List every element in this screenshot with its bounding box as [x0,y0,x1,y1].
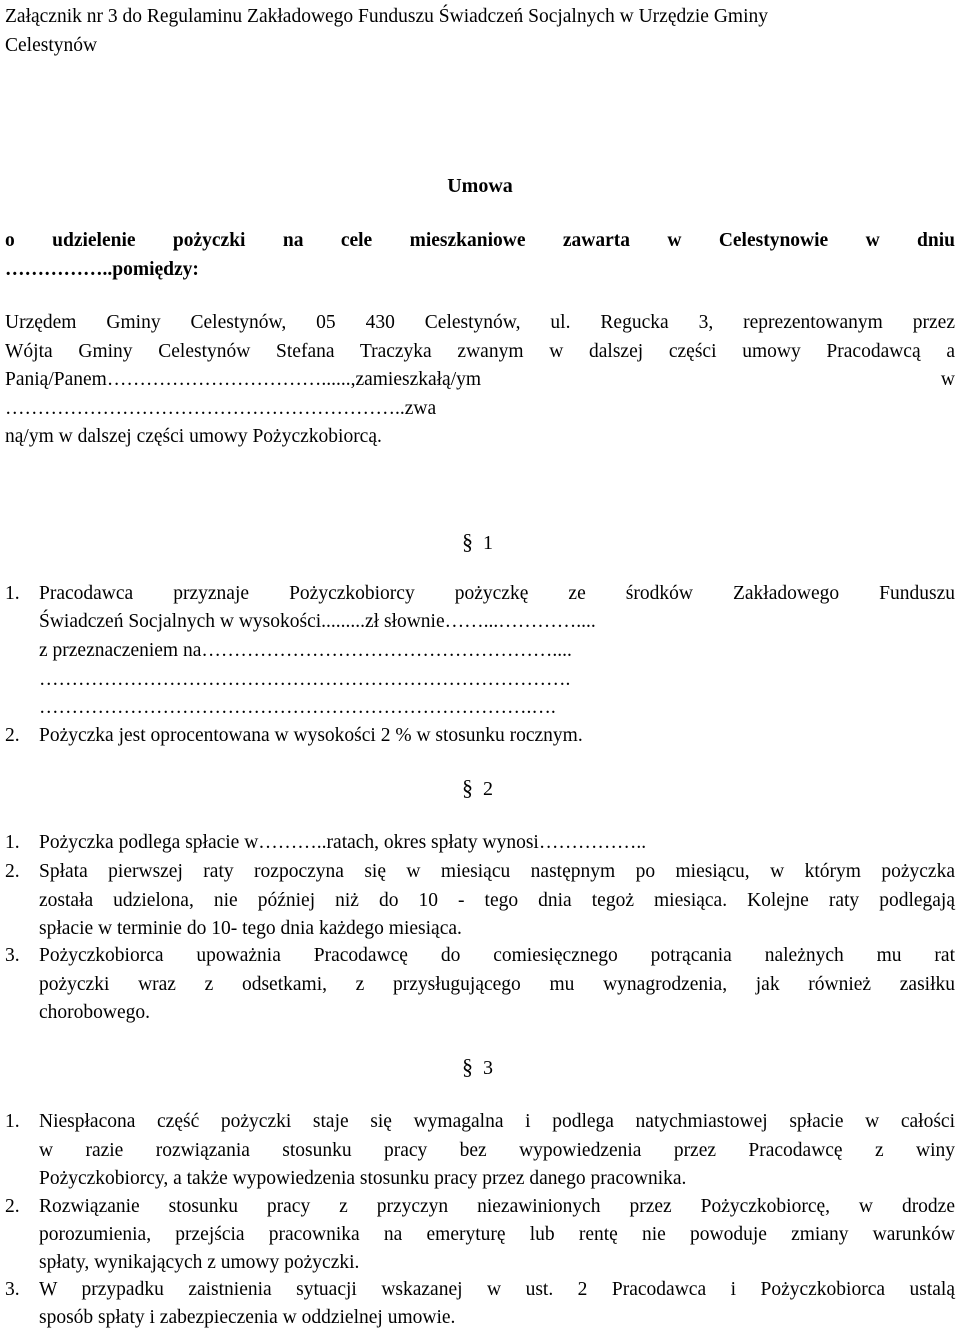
section-symbol: § [462,775,473,800]
section-number: 1 [483,532,493,554]
parties-line-1: Urzędem Gminy Celestynów, 05 430 Celestynów, ul. Regucka 3, reprezentowanym przez [5,312,955,333]
section-heading-2 [462,774,522,803]
section-number: 3 [483,1057,493,1079]
s2-item2-line3: spłacie w terminie do 10- tego dnia każdego miesiąca. [39,918,462,939]
parties-line-2: Wójta Gminy Celestynów Stefana Traczyka zwanym w dalszej części umowy Pracodawcą a [5,341,955,362]
parties-line-3: Panią/Panem……………………………......,zamieszkałą/ym w [5,369,955,390]
s1-item2-line1: 2. Pożyczka jest oprocentowana w wysokości 2 % w stosunku rocznym. [5,725,583,746]
s1-item1-line5: ………………………………………………………………….…. [39,697,556,718]
s3-item1-line3: Pożyczkobiorcy, a także wypowiedzenia stosunku pracy przez danego pracownika. [39,1168,687,1189]
s3-item3-line1: 3. W przypadku zaistnienia sytuacji wskazanej w ust. 2 Pracodawca i Pożyczkobiorca ustalą [5,1279,955,1300]
s2-item2-line2: została udzielona, nie później niż do 10 - tego dnia tegoż miesiąca. Kolejne raty podlegają [39,890,955,911]
s3-item2-line1: 2. Rozwiązanie stosunku pracy z przyczyn niezawinionych przez Pożyczkobiorcę, w drodze [5,1196,955,1217]
document-title: Umowa [447,175,513,197]
s3-item2-line3: spłaty, wynikających z umowy pożyczki. [39,1252,360,1273]
subtitle-line-2: ……………..pomiędzy: [5,259,199,280]
section-symbol: § [462,529,473,554]
s1-item1-line4: ………………………………………………………………………. [39,669,571,690]
s3-item1-line2: w razie rozwiązania stosunku pracy bez wypowiedzenia przez Pracodawcę z winy [39,1140,955,1161]
s1-item1-line3: z przeznaczeniem na……………………………………………….... [39,640,572,661]
parties-line-4: ……………………………………………………..zwa [5,398,437,419]
parties-line-5: ną/ym w dalszej części umowy Pożyczkobiorcą. [5,426,382,447]
header-line-2: Celestynów [5,35,98,56]
s1-item1-line1: 1. Pracodawca przyznaje Pożyczkobiorcy pożyczkę ze środków Zakładowego Funduszu [5,583,955,604]
section-heading-1 [462,528,522,557]
s2-item3-line2: pożyczki wraz z odsetkami, z przysługującego mu wynagrodzenia, jak również zasiłku [39,974,955,995]
s2-item2-line1: 2. Spłata pierwszej raty rozpoczyna się w miesiącu następnym po miesiącu, w którym pożyczka [5,861,955,882]
s1-item1-line2: Świadczeń Socjalnych w wysokości.........zł słownie……...………….... [39,611,596,632]
header-line-1: Załącznik nr 3 do Regulaminu Zakładowego Funduszu Świadczeń Socjalnych w Urzędzie Gminy [5,6,768,27]
s3-item2-line2: porozumienia, przejścia pracownika na emeryturę lub rentę nie powoduje zmiany warunków [39,1224,955,1245]
s2-item3-line1: 3. Pożyczkobiorca upoważnia Pracodawcę do comiesięcznego potrącania należnych mu rat [5,945,955,966]
section-symbol: § [462,1054,473,1079]
section-number: 2 [483,778,493,800]
s2-item3-line3: chorobowego. [39,1002,151,1023]
subtitle-line-1: o udzielenie pożyczki na cele mieszkaniowe zawarta w Celestynowie w dniu [5,230,955,251]
s2-item1-line1: 1. Pożyczka podlega spłacie w………..ratach, okres spłaty wynosi…………….. [5,832,647,853]
section-heading-3 [462,1053,522,1082]
s3-item1-line1: 1. Niespłacona część pożyczki staje się wymagalna i podlega natychmiastowej spłacie w całości [5,1111,955,1132]
s3-item3-line2: sposób spłaty i zabezpieczenia w oddzielnej umowie. [39,1307,456,1328]
